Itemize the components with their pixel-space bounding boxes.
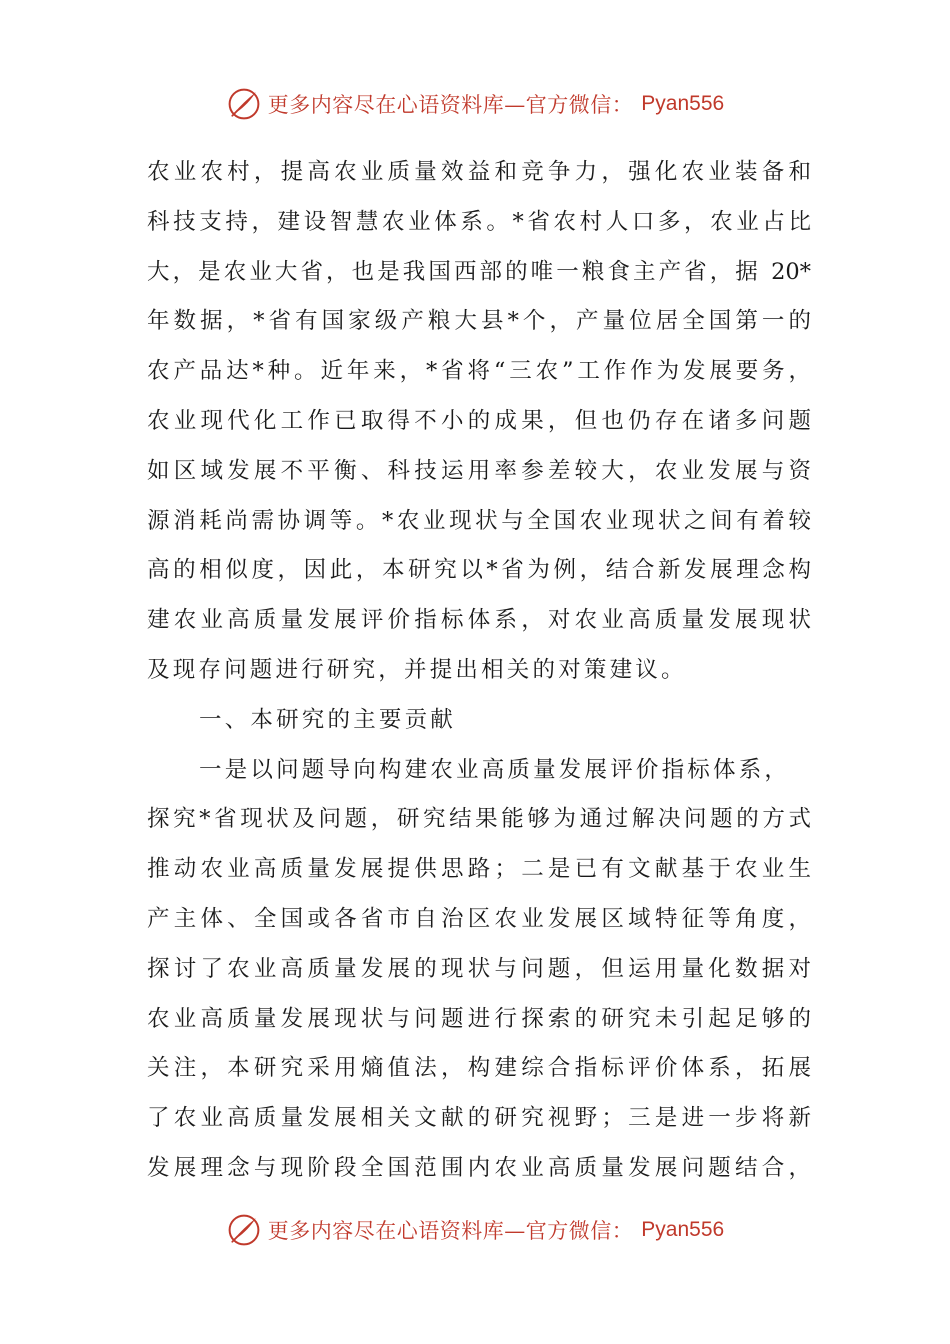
text-line: 源消耗尚需协调等。*农业现状与全国农业现状之间有着较: [147, 507, 811, 534]
text-line: 关注，本研究采用熵值法，构建综合指标评价体系，拓展: [147, 1055, 811, 1082]
text-line: 农业现代化工作已取得不小的成果，但也仍存在诸多问题: [147, 407, 811, 434]
watermark-handle: Pyan556: [641, 1218, 725, 1241]
text-line: 如区域发展不平衡、科技运用率参差较大，农业发展与资: [147, 457, 811, 484]
text-line: 推动农业高质量发展提供思路；二是已有文献基于农业生: [147, 856, 811, 883]
watermark-text: 更多内容尽在心语资料库—官方微信：: [267, 93, 634, 117]
text-line: 农业农村，提高农业质量效益和竞争力，强化农业装备和: [147, 159, 811, 185]
quill-pen-logo-icon: [226, 86, 262, 122]
watermark-handle: Pyan556: [641, 92, 725, 115]
paragraph-intro: [147, 148, 811, 696]
text-line: 一是以问题导向构建农业高质量发展评价指标体系，: [199, 756, 791, 783]
footer-watermark: [0, 1210, 950, 1250]
text-line: 年数据，*省有国家级产粮大县*个，产量位居全国第一的: [147, 308, 811, 335]
text-line: 探究*省现状及问题，研究结果能够为通过解决问题的方式: [147, 806, 811, 833]
header-watermark: [0, 84, 950, 124]
text-line: 了农业高质量发展相关文献的研究视野；三是进一步将新: [147, 1105, 811, 1132]
section-heading: 一、本研究的主要贡献: [199, 706, 457, 733]
text-line: 建农业高质量发展评价指标体系，对农业高质量发展现状: [147, 607, 811, 634]
quill-pen-logo-icon: [226, 1212, 262, 1248]
text-line: 科技支持，建设智慧农业体系。*省农村人口多，农业占比: [147, 208, 811, 235]
text-line: 及现存问题进行研究，并提出相关的对策建议。: [147, 656, 687, 683]
text-line: 发展理念与现阶段全国范围内农业高质量发展问题结合，: [147, 1154, 811, 1181]
text-line: 探讨了农业高质量发展的现状与问题，但运用量化数据对: [147, 955, 811, 982]
text-line: 高的相似度，因此，本研究以*省为例，结合新发展理念构: [147, 557, 811, 584]
text-line: 农业高质量发展现状与问题进行探索的研究未引起足够的: [147, 1005, 811, 1032]
text-line: 大，是农业大省，也是我国西部的唯一粮食主产省，据 20*: [147, 258, 811, 285]
text-line: 农产品达*种。近年来，*省将“三农”工作作为发展要务，: [147, 358, 811, 385]
paragraph-contributions: [147, 746, 811, 1194]
text-line: 产主体、全国或各省市自治区农业发展区域特征等角度，: [147, 905, 811, 932]
document-body: [147, 148, 811, 1194]
watermark-text: 更多内容尽在心语资料库—官方微信：: [267, 1219, 634, 1243]
